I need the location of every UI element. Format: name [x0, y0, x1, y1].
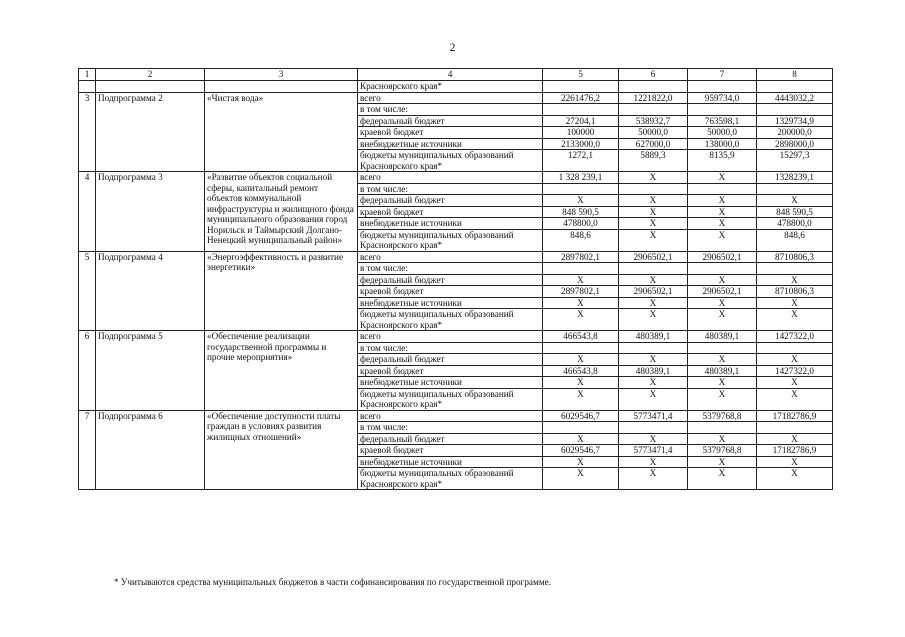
funding-source-label: внебюджетные источники	[358, 138, 543, 150]
column-number-row	[79, 69, 833, 81]
program-number: 6	[79, 331, 96, 411]
amount-cell: 848,6	[757, 229, 833, 251]
amount-cell: X	[619, 195, 688, 207]
funding-source-label: федеральный бюджет	[358, 274, 543, 286]
amount-cell	[619, 342, 688, 354]
amount-cell: X	[619, 218, 688, 230]
amount-cell: 2906502,1	[619, 286, 688, 298]
subprogram-title: «Энергоэффективность и развитие энергетики»	[205, 251, 358, 331]
amount-cell: X	[543, 433, 619, 445]
funding-source-label: краевой бюджет	[358, 445, 543, 457]
funding-source-label: федеральный бюджет	[358, 195, 543, 207]
amount-cell: X	[757, 388, 833, 410]
amount-cell: 2897802,1	[543, 286, 619, 298]
program-number: 3	[79, 92, 96, 172]
column-header: 8	[757, 69, 833, 81]
amount-cell	[757, 342, 833, 354]
amount-cell: X	[688, 456, 757, 468]
amount-cell: 2261476,2	[543, 92, 619, 104]
amount-cell: 100000	[543, 127, 619, 139]
amount-cell: 15297,3	[757, 150, 833, 172]
amount-cell: 2133000,0	[543, 138, 619, 150]
column-header: 2	[96, 69, 205, 81]
column-header: 7	[688, 69, 757, 81]
table-row	[79, 251, 833, 263]
footnote: * Учитываются средства муниципальных бюджетов в части софинансирования по государственной программе.	[114, 577, 552, 587]
amount-cell: 2906502,1	[688, 251, 757, 263]
amount-cell: X	[757, 468, 833, 490]
funding-source-label: бюджеты муниципальных образований Красноярского края*	[358, 229, 543, 251]
table-row	[79, 410, 833, 422]
column-header: 5	[543, 69, 619, 81]
funding-source-label: бюджеты муниципальных образований Красноярского края*	[358, 309, 543, 331]
amount-cell: X	[688, 274, 757, 286]
amount-cell: X	[619, 309, 688, 331]
amount-cell: 480389,1	[688, 365, 757, 377]
funding-source-label: краевой бюджет	[358, 206, 543, 218]
table-cell	[688, 81, 757, 93]
amount-cell: X	[543, 297, 619, 309]
continued-row	[79, 81, 833, 93]
subprogram-name: Подпрограмма 3	[96, 172, 205, 252]
amount-cell: 1221822,0	[619, 92, 688, 104]
funding-source-label: внебюджетные источники	[358, 218, 543, 230]
amount-cell: X	[688, 172, 757, 184]
continued-label: Красноярского края*	[358, 81, 543, 93]
amount-cell	[619, 104, 688, 116]
funding-source-label: бюджеты муниципальных образований Красноярского края*	[358, 468, 543, 490]
amount-cell	[688, 422, 757, 434]
program-number: 7	[79, 410, 96, 490]
funding-source-label: внебюджетные источники	[358, 297, 543, 309]
program-number: 4	[79, 172, 96, 252]
funding-source-label: в том числе:	[358, 263, 543, 275]
table-cell	[757, 81, 833, 93]
amount-cell	[619, 183, 688, 195]
amount-cell: X	[688, 206, 757, 218]
funding-source-label: федеральный бюджет	[358, 433, 543, 445]
subprogram-name: Подпрограмма 6	[96, 410, 205, 490]
table-cell	[543, 81, 619, 93]
amount-cell: 2897802,1	[543, 251, 619, 263]
funding-source-label: всего	[358, 410, 543, 422]
funding-source-label: бюджеты муниципальных образований Красноярского края*	[358, 388, 543, 410]
amount-cell: 538932,7	[619, 115, 688, 127]
amount-cell: 478800,0	[757, 218, 833, 230]
subprogram-title: «Чистая вода»	[205, 92, 358, 172]
amount-cell: X	[757, 195, 833, 207]
amount-cell: X	[688, 377, 757, 389]
amount-cell: X	[619, 433, 688, 445]
column-header: 4	[358, 69, 543, 81]
amount-cell	[757, 422, 833, 434]
amount-cell	[543, 342, 619, 354]
amount-cell: 848,6	[543, 229, 619, 251]
amount-cell: X	[619, 274, 688, 286]
funding-source-label: в том числе:	[358, 342, 543, 354]
table-row	[79, 92, 833, 104]
funding-source-label: в том числе:	[358, 183, 543, 195]
amount-cell: X	[619, 297, 688, 309]
amount-cell: X	[543, 456, 619, 468]
amount-cell	[543, 263, 619, 275]
amount-cell	[688, 104, 757, 116]
amount-cell: 4443032,2	[757, 92, 833, 104]
amount-cell: 50000,0	[688, 127, 757, 139]
funding-source-label: внебюджетные источники	[358, 456, 543, 468]
amount-cell: 138000,0	[688, 138, 757, 150]
amount-cell: 200000,0	[757, 127, 833, 139]
amount-cell: X	[757, 456, 833, 468]
funding-source-label: краевой бюджет	[358, 286, 543, 298]
funding-source-label: всего	[358, 92, 543, 104]
amount-cell: X	[619, 377, 688, 389]
amount-cell	[543, 183, 619, 195]
amount-cell: 2906502,1	[619, 251, 688, 263]
funding-source-label: краевой бюджет	[358, 127, 543, 139]
amount-cell: X	[619, 229, 688, 251]
table-cell	[79, 81, 96, 93]
amount-cell: X	[543, 309, 619, 331]
amount-cell: 50000,0	[619, 127, 688, 139]
column-header: 1	[79, 69, 96, 81]
funding-source-label: в том числе:	[358, 104, 543, 116]
amount-cell	[757, 263, 833, 275]
amount-cell: X	[688, 433, 757, 445]
amount-cell: X	[543, 377, 619, 389]
amount-cell: 480389,1	[688, 331, 757, 343]
amount-cell: X	[543, 354, 619, 366]
subprogram-title: «Развитие объектов социальной сферы, капитальный ремонт объектов коммунальной инфраструктуры и жилищного фонда муниципального образования город Норильск и Таймырский Долгано-Ненецкий муниципальный район»	[205, 172, 358, 252]
amount-cell: 480389,1	[619, 365, 688, 377]
amount-cell: 480389,1	[619, 331, 688, 343]
amount-cell: 1 328 239,1	[543, 172, 619, 184]
amount-cell: X	[543, 195, 619, 207]
budget-table	[78, 68, 833, 490]
amount-cell: 8710806,3	[757, 286, 833, 298]
amount-cell: X	[757, 274, 833, 286]
amount-cell: X	[543, 274, 619, 286]
amount-cell: 466543,8	[543, 365, 619, 377]
amount-cell: X	[543, 388, 619, 410]
funding-source-label: краевой бюджет	[358, 365, 543, 377]
subprogram-title: «Обеспечение доступности платы граждан в условиях развития жилищных отношений»	[205, 410, 358, 490]
amount-cell: X	[619, 206, 688, 218]
table-cell	[96, 81, 205, 93]
funding-source-label: в том числе:	[358, 422, 543, 434]
amount-cell: 8710806,3	[757, 251, 833, 263]
amount-cell: 1427322,0	[757, 365, 833, 377]
amount-cell: X	[757, 377, 833, 389]
subprogram-name: Подпрограмма 4	[96, 251, 205, 331]
table-cell	[619, 81, 688, 93]
amount-cell: 5379768,8	[688, 445, 757, 457]
amount-cell: X	[688, 388, 757, 410]
funding-source-label: бюджеты муниципальных образований Красноярского края*	[358, 150, 543, 172]
funding-source-label: всего	[358, 251, 543, 263]
amount-cell: X	[688, 309, 757, 331]
amount-cell	[757, 183, 833, 195]
amount-cell: 17182786,9	[757, 410, 833, 422]
amount-cell	[543, 422, 619, 434]
table-cell	[205, 81, 358, 93]
amount-cell: X	[543, 468, 619, 490]
column-header: 3	[205, 69, 358, 81]
funding-source-label: всего	[358, 331, 543, 343]
amount-cell	[688, 342, 757, 354]
amount-cell: 5773471,4	[619, 445, 688, 457]
subprogram-name: Подпрограмма 5	[96, 331, 205, 411]
amount-cell	[543, 104, 619, 116]
amount-cell: X	[619, 354, 688, 366]
amount-cell: 8135,9	[688, 150, 757, 172]
amount-cell: X	[688, 229, 757, 251]
amount-cell: X	[757, 309, 833, 331]
amount-cell: 478800,0	[543, 218, 619, 230]
amount-cell: 1427322,0	[757, 331, 833, 343]
amount-cell: X	[619, 388, 688, 410]
amount-cell: 466543,8	[543, 331, 619, 343]
amount-cell: X	[688, 468, 757, 490]
amount-cell: X	[688, 297, 757, 309]
table-row	[79, 331, 833, 343]
amount-cell: 2898000,0	[757, 138, 833, 150]
amount-cell: X	[619, 172, 688, 184]
amount-cell: X	[757, 354, 833, 366]
amount-cell: 848 590,5	[543, 206, 619, 218]
amount-cell: 1329734,9	[757, 115, 833, 127]
column-header: 6	[619, 69, 688, 81]
amount-cell: X	[688, 218, 757, 230]
amount-cell: 5889,3	[619, 150, 688, 172]
amount-cell: X	[757, 433, 833, 445]
amount-cell	[688, 183, 757, 195]
amount-cell: X	[619, 456, 688, 468]
amount-cell: 5773471,4	[619, 410, 688, 422]
amount-cell	[619, 263, 688, 275]
amount-cell	[619, 422, 688, 434]
amount-cell	[688, 263, 757, 275]
funding-source-label: федеральный бюджет	[358, 354, 543, 366]
funding-source-label: внебюджетные источники	[358, 377, 543, 389]
amount-cell: X	[757, 297, 833, 309]
funding-source-label: всего	[358, 172, 543, 184]
amount-cell: X	[619, 468, 688, 490]
subprogram-name: Подпрограмма 2	[96, 92, 205, 172]
program-number: 5	[79, 251, 96, 331]
amount-cell: 27204,1	[543, 115, 619, 127]
amount-cell: 6029546,7	[543, 445, 619, 457]
table-row	[79, 172, 833, 184]
amount-cell: 5379768,8	[688, 410, 757, 422]
amount-cell: 17182786,9	[757, 445, 833, 457]
amount-cell: X	[688, 195, 757, 207]
amount-cell: 959734,0	[688, 92, 757, 104]
amount-cell	[757, 104, 833, 116]
amount-cell: X	[688, 354, 757, 366]
amount-cell: 2906502,1	[688, 286, 757, 298]
funding-source-label: федеральный бюджет	[358, 115, 543, 127]
amount-cell: 763598,1	[688, 115, 757, 127]
budget-table-body	[79, 69, 833, 490]
amount-cell: 848 590,5	[757, 206, 833, 218]
amount-cell: 6029546,7	[543, 410, 619, 422]
amount-cell: 627000,0	[619, 138, 688, 150]
page-number: 2	[449, 40, 456, 54]
amount-cell: 1272,1	[543, 150, 619, 172]
subprogram-title: «Обеспечение реализации государственной программы и прочие мероприятия»	[205, 331, 358, 411]
amount-cell: 1328239,1	[757, 172, 833, 184]
